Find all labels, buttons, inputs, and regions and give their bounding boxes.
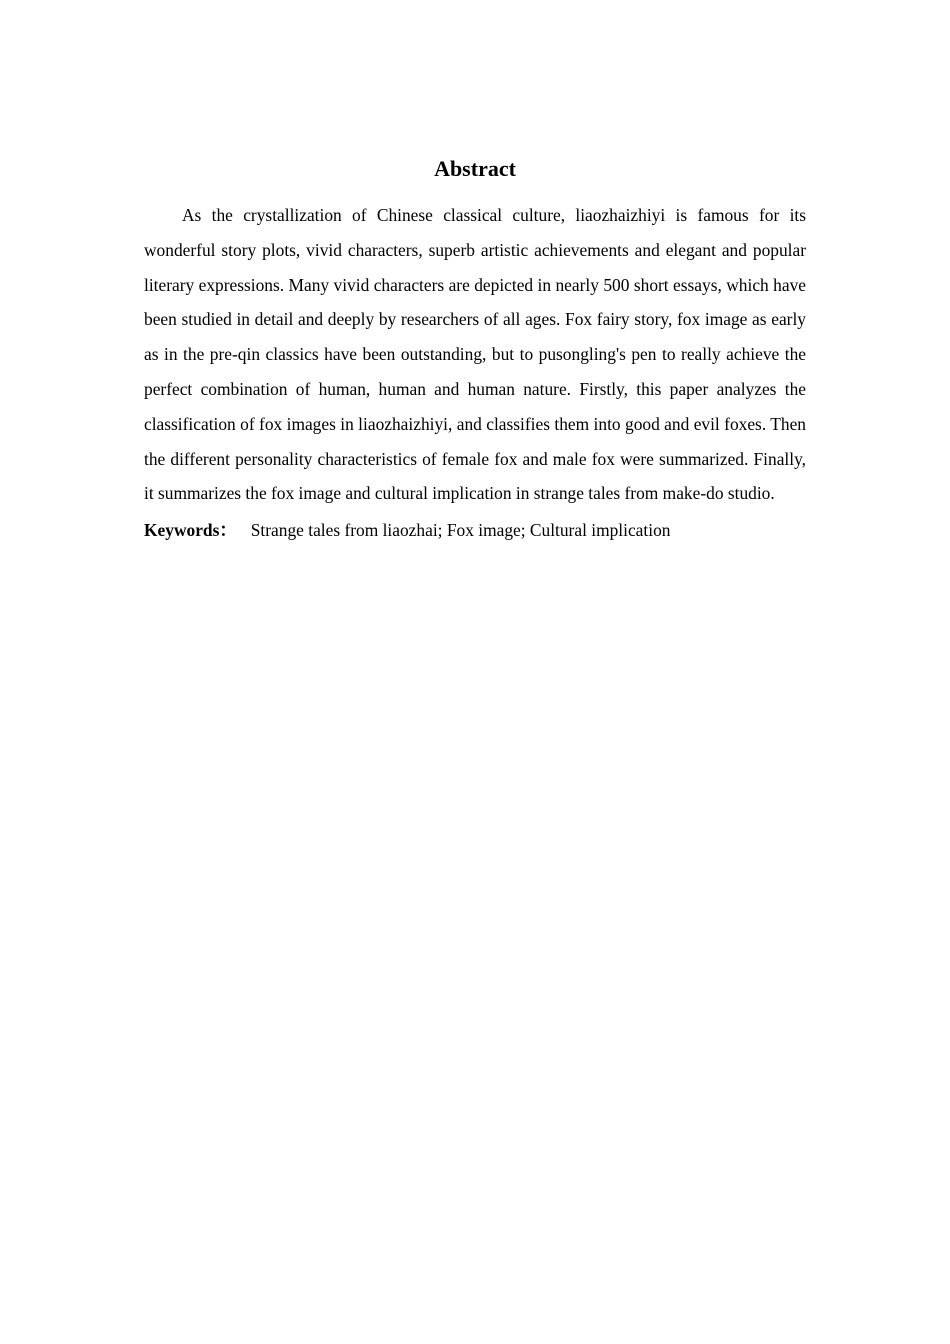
keywords-text: Strange tales from liaozhai; Fox image; Cultural implication [250,520,671,541]
abstract-title: Abstract [434,156,516,181]
abstract-paragraph: As the crystallization of Chinese classical culture, liaozhaizhiyi is famous for its wonderful story plots, vivid characters, superb artistic achievements and elegant and popular literary expressions. Many vivid characters are depicted in nearly 500 short essays, which have been studied in detail and deeply by researchers of all ages. Fox fairy story, fox image as early as in the pre-qin classics have been outstanding, but to pusongling's pen to really achieve the perfect combination of human, human and human nature. Firstly, this paper analyzes the classification of fox images in liaozhaizhiyi, and classifies them into good and evil foxes. Then the different personality characteristics of female fox and male fox were summarized. Finally, it summarizes the fox image and cultural implication in strange tales from make-do studio. [144,205,806,504]
keywords-separator: ： [219,520,237,541]
keywords-label: Keywords [144,520,220,541]
abstract-section [144,150,806,545]
keywords-line [144,515,806,545]
